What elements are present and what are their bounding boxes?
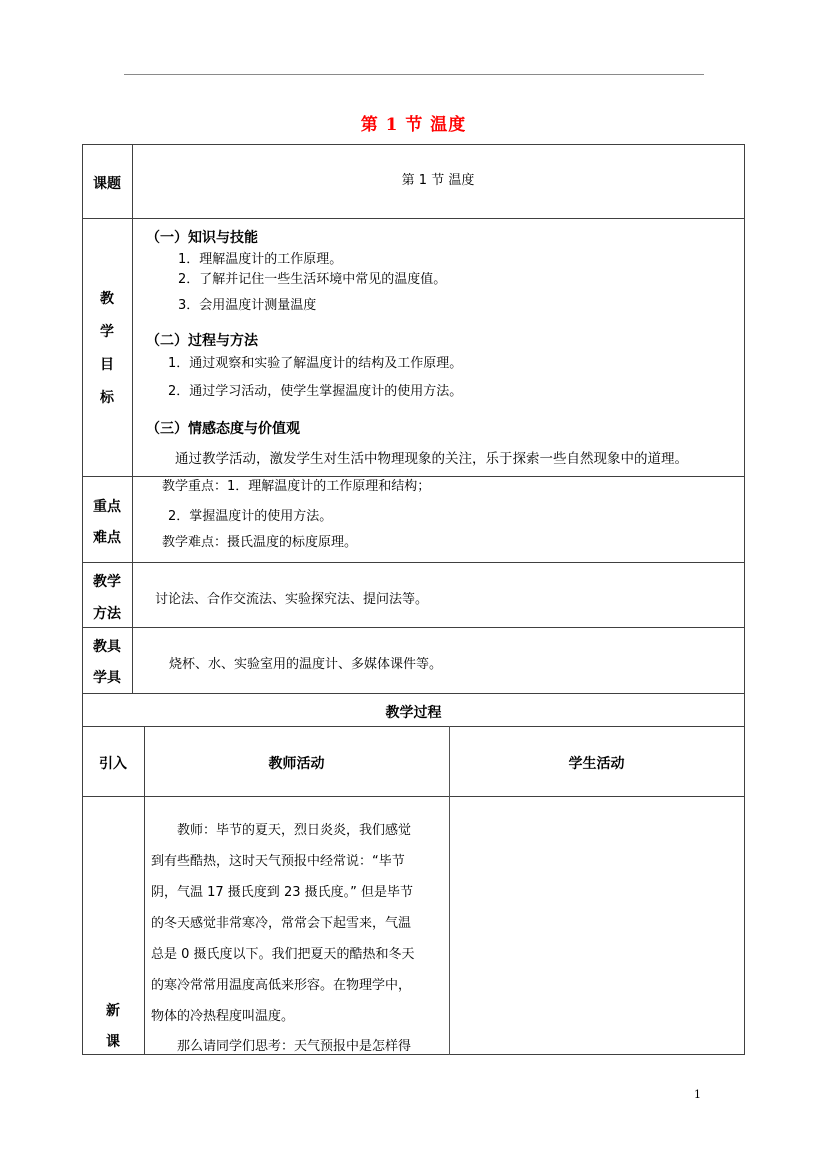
objective-item: 2．通过学习活动，使学生掌握温度计的使用方法。 [168,384,463,399]
label-column-divider [132,144,133,693]
teacher-activity-line: 物体的冷热程度叫温度。 [151,1009,295,1024]
objectives-heading-knowledge: （一）知识与技能 [146,230,258,246]
teacher-activity-line: 阴，气温 17 摄氏度到 23 摄氏度。” 但是毕节 [151,885,413,900]
stage-label-char: 课 [106,1034,120,1050]
row-divider [82,218,745,219]
topic-value: 第 1 节 温度 [401,173,475,188]
objectives-heading-attitude: （三）情感态度与价值观 [146,421,300,437]
row-divider [82,726,745,727]
objective-item: 3．会用温度计测量温度 [178,298,317,313]
header-rule [124,74,704,75]
key-points-label: 难点 [93,530,121,546]
objective-item: 2．了解并记住一些生活环境中常见的温度值。 [178,272,447,287]
objectives-heading-process: （二）过程与方法 [146,333,258,349]
row-divider [82,796,745,797]
key-point-line: 2．掌握温度计的使用方法。 [168,509,333,524]
teacher-activity-line: 到有些酷热，这时天气预报中经常说：“毕节 [151,854,405,869]
document-title: 第 1 节 温度 [360,115,467,135]
objectives-label-char: 学 [100,324,114,340]
activity-column-divider [449,726,450,1055]
methods-value: 讨论法、合作交流法、实验探究法、提问法等。 [155,592,429,607]
lesson-plan-table [82,144,745,1055]
tools-value: 烧杯、水、实验室用的温度计、多媒体课件等。 [169,657,443,672]
row-divider [82,693,745,694]
key-points-label: 重点 [93,499,121,515]
process-title: 教学过程 [385,705,442,721]
page-number: 1 [694,1088,701,1101]
tools-label: 教具 [93,639,121,655]
objectives-label-char: 教 [100,291,114,307]
process-header-student: 学生活动 [568,756,625,772]
teacher-activity-line: 那么请同学们思考：天气预报中是怎样得 [177,1039,412,1054]
teacher-activity-line: 的寒冷常常用温度高低来形容。在物理学中， [151,978,412,993]
row-divider [82,627,745,628]
stage-column-divider [144,726,145,1055]
key-point-line: 教学重点：1．理解温度计的工作原理和结构； [162,479,431,494]
key-point-line: 教学难点：摄氏温度的标度原理。 [162,535,358,550]
methods-label: 教学 [93,574,121,590]
teacher-activity-line: 教师：毕节的夏天，烈日炎炎，我们感觉 [177,823,412,838]
table-border-right [744,144,745,1055]
stage-label-char: 新 [106,1003,120,1019]
table-border-bottom [82,1054,745,1055]
process-header-teacher: 教师活动 [268,756,325,772]
objective-item: 1．理解温度计的工作原理。 [178,252,343,267]
row-divider [82,476,745,477]
table-border-left [82,144,83,1055]
teacher-activity-line: 的冬天感觉非常寒冷，常常会下起雪来，气温 [151,916,412,931]
objective-item: 1．通过观察和实验了解温度计的结构及工作原理。 [168,356,463,371]
process-header-stage: 引入 [99,756,127,772]
objectives-label-char: 标 [100,390,114,406]
topic-label: 课题 [93,176,121,192]
row-divider [82,562,745,563]
teacher-activity-line: 总是 0 摄氏度以下。我们把夏天的酷热和冬天 [151,947,415,962]
objectives-label-char: 目 [100,357,114,373]
table-border-top [82,144,745,145]
methods-label: 方法 [93,606,121,622]
objective-item: 通过教学活动，激发学生对生活中物理现象的关注，乐于探索一些自然现象中的道理。 [175,451,688,467]
tools-label: 学具 [93,670,121,686]
